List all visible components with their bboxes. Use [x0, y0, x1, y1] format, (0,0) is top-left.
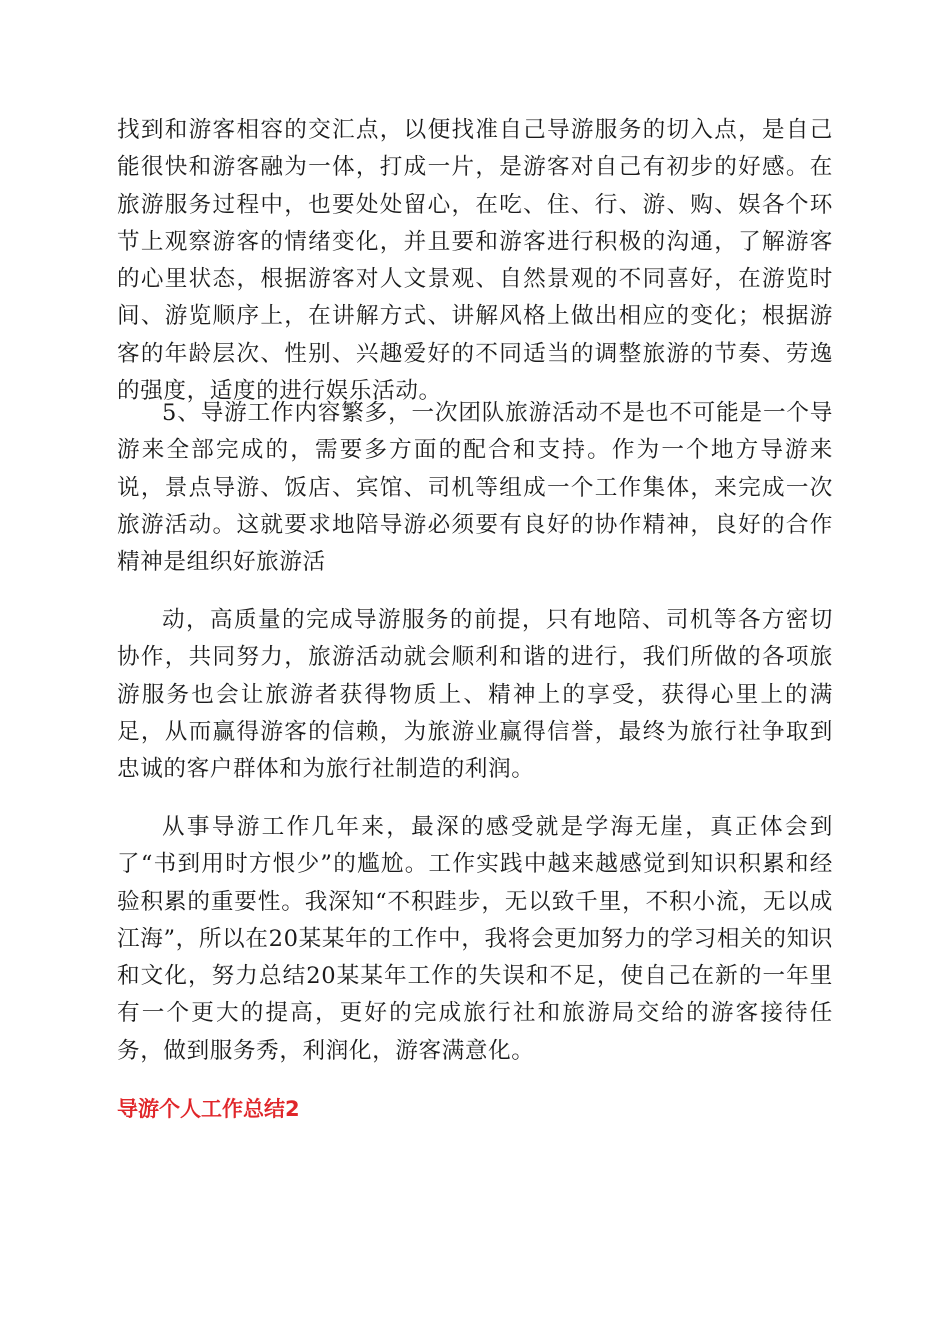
paragraph-cooperation-continued: 动，高质量的完成导游服务的前提，只有地陪、司机等各方密切协作，共同努力，旅游活动就会顺利和谐的进行，我们所做的各项旅游服务也会让旅游者获得物质上、精神上的享受，获得心里上的满足，从而赢得游客的信赖，为旅游业赢得信誉，最终为旅行社争取到忠诚的客户群体和为旅行社制造的利润。	[117, 607, 833, 783]
section-heading: 导游个人工作总结2	[117, 1097, 300, 1121]
paragraph-guest-observation: 找到和游客相容的交汇点，以便找准自己导游服务的切入点，是自己能很快和游客融为一体，打成一片，是游客对自己有初步的好感。在旅游服务过程中，也要处处留心，在吃、住、行、游、购、娱各个环节上观察游客的情绪变化，并且要和游客进行积极的沟通，了解游客的心里状态，根据游客对人文景观、自然景观的不同喜好，在游览时间、游览顺序上，在讲解方式、讲解风格上做出相应的变化；根据游客的年龄层次、性别、兴趣爱好的不同适当的调整旅游的节奏、劳逸的强度，适度的进行娱乐活动。	[117, 117, 833, 405]
paragraph-teamwork-point-5: 5、导游工作内容繁多，一次团队旅游活动不是也不可能是一个导游来全部完成的，需要多方面的配合和支持。作为一个地方导游来说，景点导游、饭店、宾馆、司机等组成一个工作集体，来完成一次旅游活动。这就要求地陪导游必须要有良好的协作精神，良好的合作精神是组织好旅游活	[117, 400, 833, 576]
paragraph-experience-reflection: 从事导游工作几年来，最深的感受就是学海无崖，真正体会到了“书到用时方恨少”的尴尬。工作实践中越来越感觉到知识积累和经验积累的重要性。我深知“不积跬步，无以致千里，不积小流，无以成江海”，所以在20某某年的工作中，我将会更加努力的学习相关的知识和文化，努力总结20某某年工作的失误和不足，使自己在新的一年里有一个更大的提高，更好的完成旅行社和旅游局交给的游客接待任务，做到服务秀，利润化，游客满意化。	[117, 814, 833, 1064]
